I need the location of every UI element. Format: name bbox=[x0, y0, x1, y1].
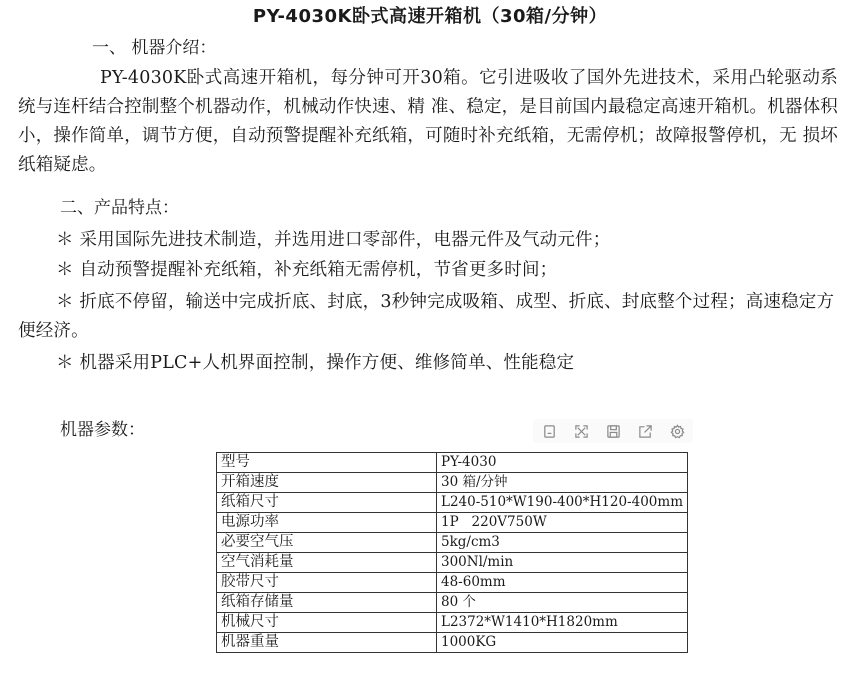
param-key: 空气消耗量 bbox=[217, 553, 437, 573]
table-row bbox=[217, 553, 688, 573]
param-key: 纸箱存储量 bbox=[217, 593, 437, 613]
table-row bbox=[217, 533, 688, 553]
feature-item-3: ＊ 折底不停留，输送中完成折底、封底，3秒钟完成吸箱、成型、折底、封底整个过程；高速稳定方便经济。 bbox=[18, 292, 835, 341]
table-row bbox=[217, 573, 688, 593]
param-value: L240-510*W190-400*H120-400mm bbox=[436, 493, 687, 513]
param-key: 机器重量 bbox=[217, 633, 437, 653]
feature-item-4: ＊ 机器采用PLC+人机界面控制，操作方便、维修简单、性能稳定 bbox=[56, 353, 575, 373]
param-value: 48-60mm bbox=[436, 573, 687, 593]
param-key: 开箱速度 bbox=[217, 473, 437, 493]
table-row bbox=[217, 453, 688, 473]
param-value: 5kg/cm3 bbox=[436, 533, 687, 553]
param-key: 纸箱尺寸 bbox=[217, 493, 437, 513]
table-row bbox=[217, 513, 688, 533]
param-value: 300Nl/min bbox=[436, 553, 687, 573]
table-row bbox=[217, 633, 688, 653]
intro-paragraph: PY-4030K卧式高速开箱机，每分钟可开30箱。它引进吸收了国外先进技术，采用凸轮驱动系统与连杆结合控制整个机器动作，机械动作快速、精 准、稳定，是目前国内最稳定高速开箱机。机器体积小，操作简单，调节方便，自动预警提醒补充纸箱，可随时补充纸箱，无需停机；故障报警停机，无 损坏纸箱疑虑。 bbox=[18, 68, 838, 175]
param-value: L2372*W1410*H1820mm bbox=[436, 613, 687, 633]
param-key: 机械尺寸 bbox=[217, 613, 437, 633]
params-label: 机器参数： bbox=[60, 420, 145, 440]
settings-icon[interactable] bbox=[668, 422, 686, 440]
param-value: 80 个 bbox=[436, 593, 687, 613]
param-value: 30 箱/分钟 bbox=[436, 473, 687, 493]
save-icon[interactable] bbox=[604, 422, 622, 440]
param-key: 必要空气压 bbox=[217, 533, 437, 553]
param-value: 1P 220V750W bbox=[436, 513, 687, 533]
document-title: PY-4030K卧式高速开箱机（30箱/分钟） bbox=[252, 6, 608, 27]
param-key: 胶带尺寸 bbox=[217, 573, 437, 593]
section2-heading: 二、产品特点： bbox=[60, 198, 179, 218]
param-key: 型号 bbox=[217, 453, 437, 473]
param-value: PY-4030 bbox=[436, 453, 687, 473]
section1-heading: 一、 机器介绍： bbox=[92, 38, 217, 58]
copy-icon[interactable] bbox=[540, 422, 558, 440]
table-row bbox=[217, 613, 688, 633]
table-row bbox=[217, 473, 688, 493]
table-row bbox=[217, 493, 688, 513]
params-table bbox=[216, 452, 688, 653]
param-key: 电源功率 bbox=[217, 513, 437, 533]
param-value: 1000KG bbox=[436, 633, 687, 653]
table-toolbar bbox=[533, 419, 693, 443]
feature-item-2: ＊ 自动预警提醒补充纸箱，补充纸箱无需停机，节省更多时间； bbox=[56, 260, 558, 280]
table-row bbox=[217, 593, 688, 613]
share-icon[interactable] bbox=[636, 422, 654, 440]
expand-icon[interactable] bbox=[572, 422, 590, 440]
feature-item-1: ＊ 采用国际先进技术制造，并选用进口零部件，电器元件及气动元件； bbox=[56, 230, 611, 250]
